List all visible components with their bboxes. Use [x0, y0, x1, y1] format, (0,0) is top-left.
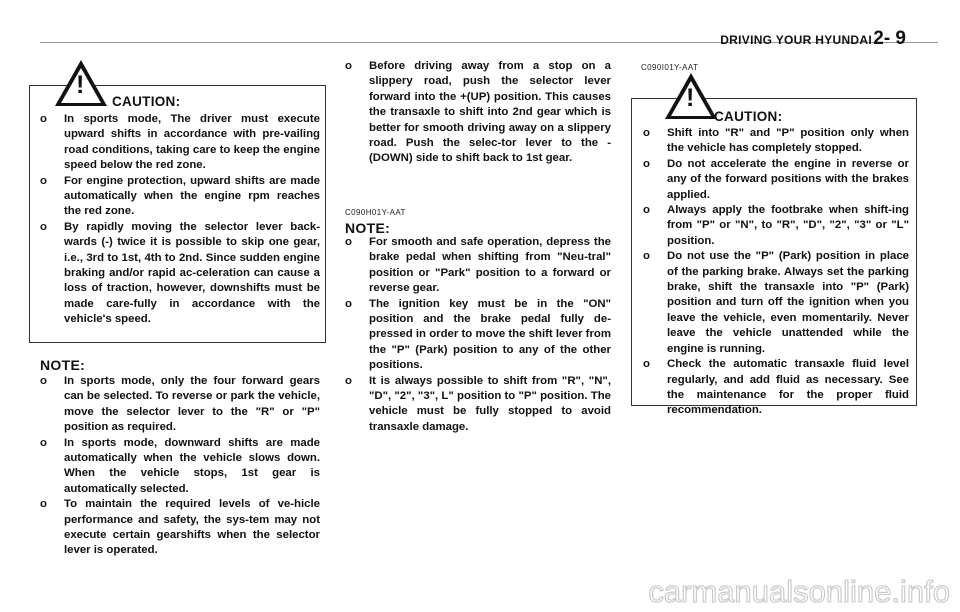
- bullet: o: [40, 220, 47, 233]
- list-item-text: For engine protection, upward shifts are made automatically when the engine rpm reaches the red zone.: [64, 174, 320, 218]
- list-item-text: For smooth and safe operation, depress the brake pedal when shifting from "Neu-tral" position or "Park" position to a forward or reverse gear.: [369, 236, 611, 295]
- list-item-text: Before driving away from a stop on a slippery road, push the selector lever forward into the +(UP) position. This causes the transaxle to shift into 2nd gear which is better for smooth driving away on a slippery road. Push the selec-tor lever to the -(DOWN) side to shift back to 1st gear.: [369, 60, 611, 165]
- right-caution-title: CAUTION:: [714, 109, 783, 124]
- middle-top-list: [345, 59, 611, 167]
- list-item-text: The ignition key must be in the "ON" position and the brake pedal fully de-pressed in order to move the shift lever from the "P" (Park) position to any of the other positions.: [369, 297, 611, 372]
- warning-triangle-icon: !: [55, 60, 107, 106]
- list-item: [40, 174, 320, 220]
- bullet: o: [40, 174, 47, 187]
- list-item: [345, 235, 611, 297]
- list-item-text: To maintain the required levels of ve-hicle performance and safety, the sys-tem may not execute certain gearshifts when the selector lever is operated.: [64, 498, 320, 557]
- left-note-title: NOTE:: [40, 357, 86, 373]
- watermark: [600, 574, 956, 610]
- list-item: [40, 436, 320, 498]
- bullet: o: [643, 204, 650, 217]
- bullet: o: [40, 498, 47, 511]
- list-item: [643, 357, 909, 419]
- list-item-text: In sports mode, only the four forward gears can be selected. To reverse or park the vehicle, move the selector lever to the "R" or "P" position as required.: [64, 375, 320, 434]
- running-header-title: DRIVING YOUR HYUNDAI: [720, 33, 872, 47]
- bullet: o: [643, 358, 650, 371]
- bullet: o: [643, 127, 650, 139]
- list-item-text: It is always possible to shift from "R", "N", "D", "2", "3", L" position to "P" position. The vehicle must be fully stopped to avoid transaxle damage.: [369, 374, 611, 433]
- page-number: 2- 9: [873, 28, 906, 49]
- list-item-text: By rapidly moving the selector lever back-wards (-) twice it is possible to skip one gear, i.e., 3rd to 1st, 4th to 2nd. Since sudden engine braking and/or rapid ac-celeration can cause a loss of traction, however, downshifts must be made care-fully in accordance with the vehicle's speed.: [64, 220, 320, 326]
- list-item: [643, 157, 909, 203]
- list-item-text: Do not use the "P" (Park) position in place of the parking brake. Always set the parking brake, shift the transaxle into "P" (Park) position and turn off the ignition when you leave the vehicle, even momentarily. Never leave the vehicle unattended while the engine is running.: [667, 250, 909, 355]
- middle-note-list: [345, 235, 611, 435]
- middle-note-code: C090H01Y-AAT: [345, 208, 406, 217]
- list-item: [40, 374, 320, 436]
- list-item: [345, 374, 611, 436]
- list-item: [643, 249, 909, 357]
- list-item: [345, 59, 611, 167]
- list-item-text: Always apply the footbrake when shift-ing from "P" or "N", to "R", "D", "2", "3" or "L" position.: [667, 204, 909, 247]
- list-item-text: In sports mode, downward shifts are made automatically when the vehicle slows down. When the vehicle stops, 1st gear is automatically selected.: [64, 436, 320, 495]
- list-item: [643, 126, 909, 157]
- bullet: o: [40, 375, 47, 387]
- list-item-text: In sports mode, The driver must execute upward shifts in accordance with pre-vailing road conditions, taking care to keep the engine speed below the red zone.: [64, 113, 320, 172]
- list-item: [40, 112, 320, 174]
- list-item: [345, 297, 611, 374]
- watermark-text: carmanualsonline.info: [648, 574, 950, 609]
- list-item: [40, 497, 320, 559]
- bullet: o: [643, 157, 650, 170]
- right-caution-list: [643, 126, 909, 419]
- bullet: o: [345, 374, 352, 387]
- bullet: o: [345, 297, 352, 310]
- right-caution-code: C090I01Y-AAT: [641, 63, 699, 72]
- list-item: [643, 203, 909, 249]
- list-item-text: Shift into "R" and "P" position only when the vehicle has completely stopped.: [667, 127, 909, 155]
- bullet: o: [40, 113, 47, 125]
- left-note-list: [40, 374, 320, 559]
- list-item: [40, 220, 320, 328]
- warning-triangle-icon: !: [665, 73, 717, 119]
- bullet: o: [40, 436, 47, 449]
- left-caution-list: [40, 112, 320, 328]
- middle-note-title: NOTE:: [345, 220, 391, 236]
- list-item-text: Do not accelerate the engine in reverse or any of the forward positions with the brakes applied.: [667, 157, 909, 201]
- bullet: o: [643, 250, 650, 263]
- bullet: o: [345, 60, 352, 72]
- bullet: o: [345, 236, 352, 248]
- list-item-text: Check the automatic transaxle fluid level regularly, and add fluid as necessary. See the maintenance for the proper fluid recommendation.: [667, 358, 909, 417]
- left-caution-title: CAUTION:: [112, 94, 181, 109]
